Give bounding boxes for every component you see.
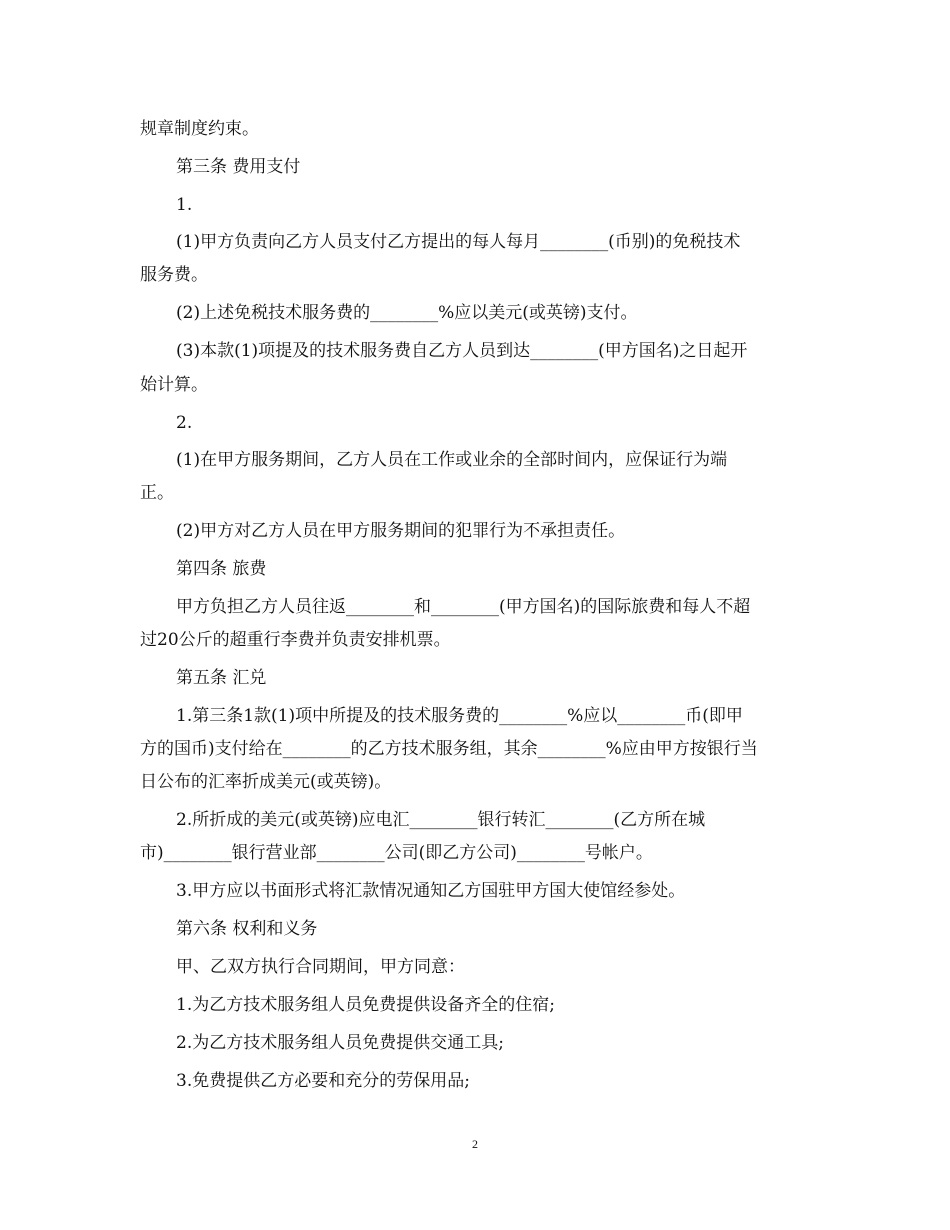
page-number: 2 [472, 1137, 478, 1151]
text-line: (2)甲方对乙方人员在甲方服务期间的犯罪行为不承担责任。 [176, 521, 626, 541]
text-line: (1)甲方负责向乙方人员支付乙方提出的每人每月________(币别)的免税技术 [176, 232, 741, 252]
text-line: 甲方负担乙方人员往返________和________(甲方国名)的国际旅费和每人不超 [176, 597, 751, 617]
text-line: 市)________银行营业部________公司(即乙方公司)________号帐户。 [140, 843, 653, 863]
clause-number: 2. [176, 413, 193, 433]
text-line: 规章制度约束。 [140, 119, 259, 139]
text-line: 正。 [140, 483, 174, 503]
text-line: 始计算。 [140, 375, 208, 395]
article-heading: 第四条 旅费 [176, 559, 267, 579]
list-item: 1.为乙方技术服务组人员免费提供设备齐全的住宿; [176, 995, 555, 1015]
article-heading: 第五条 汇兑 [176, 668, 267, 688]
text-line: 服务费。 [140, 265, 208, 285]
text-line: (1)在甲方服务期间，乙方人员在工作或业余的全部时间内，应保证行为端 [176, 450, 728, 470]
list-item: 2.为乙方技术服务组人员免费提供交通工具; [176, 1033, 504, 1053]
text-line: 过20公斤的超重行李费并负责安排机票。 [140, 630, 451, 650]
text-line: 3.甲方应以书面形式将汇款情况通知乙方国驻甲方国大使馆经参处。 [176, 881, 686, 901]
text-line: 日公布的汇率折成美元(或英镑)。 [140, 772, 392, 792]
text-line: 方的国币)支付给在________的乙方技术服务组，其余________%应由甲方按银行当 [140, 739, 758, 759]
text-line: (2)上述免税技术服务费的________%应以美元(或英镑)支付。 [176, 303, 638, 323]
list-item: 3.免费提供乙方必要和充分的劳保用品; [176, 1071, 470, 1091]
text-line: 甲、乙双方执行合同期间，甲方同意： [176, 957, 465, 977]
text-line: (3)本款(1)项提及的技术服务费自乙方人员到达________(甲方国名)之日起开 [176, 341, 748, 361]
text-line: 2.所折成的美元(或英镑)应电汇________银行转汇________(乙方所在城 [176, 810, 706, 830]
article-heading: 第三条 费用支付 [176, 157, 301, 177]
clause-number: 1. [176, 195, 193, 215]
text-line: 1.第三条1款(1)项中所提及的技术服务费的________%应以________币(即甲 [176, 706, 743, 726]
article-heading: 第六条 权利和义务 [176, 919, 318, 939]
